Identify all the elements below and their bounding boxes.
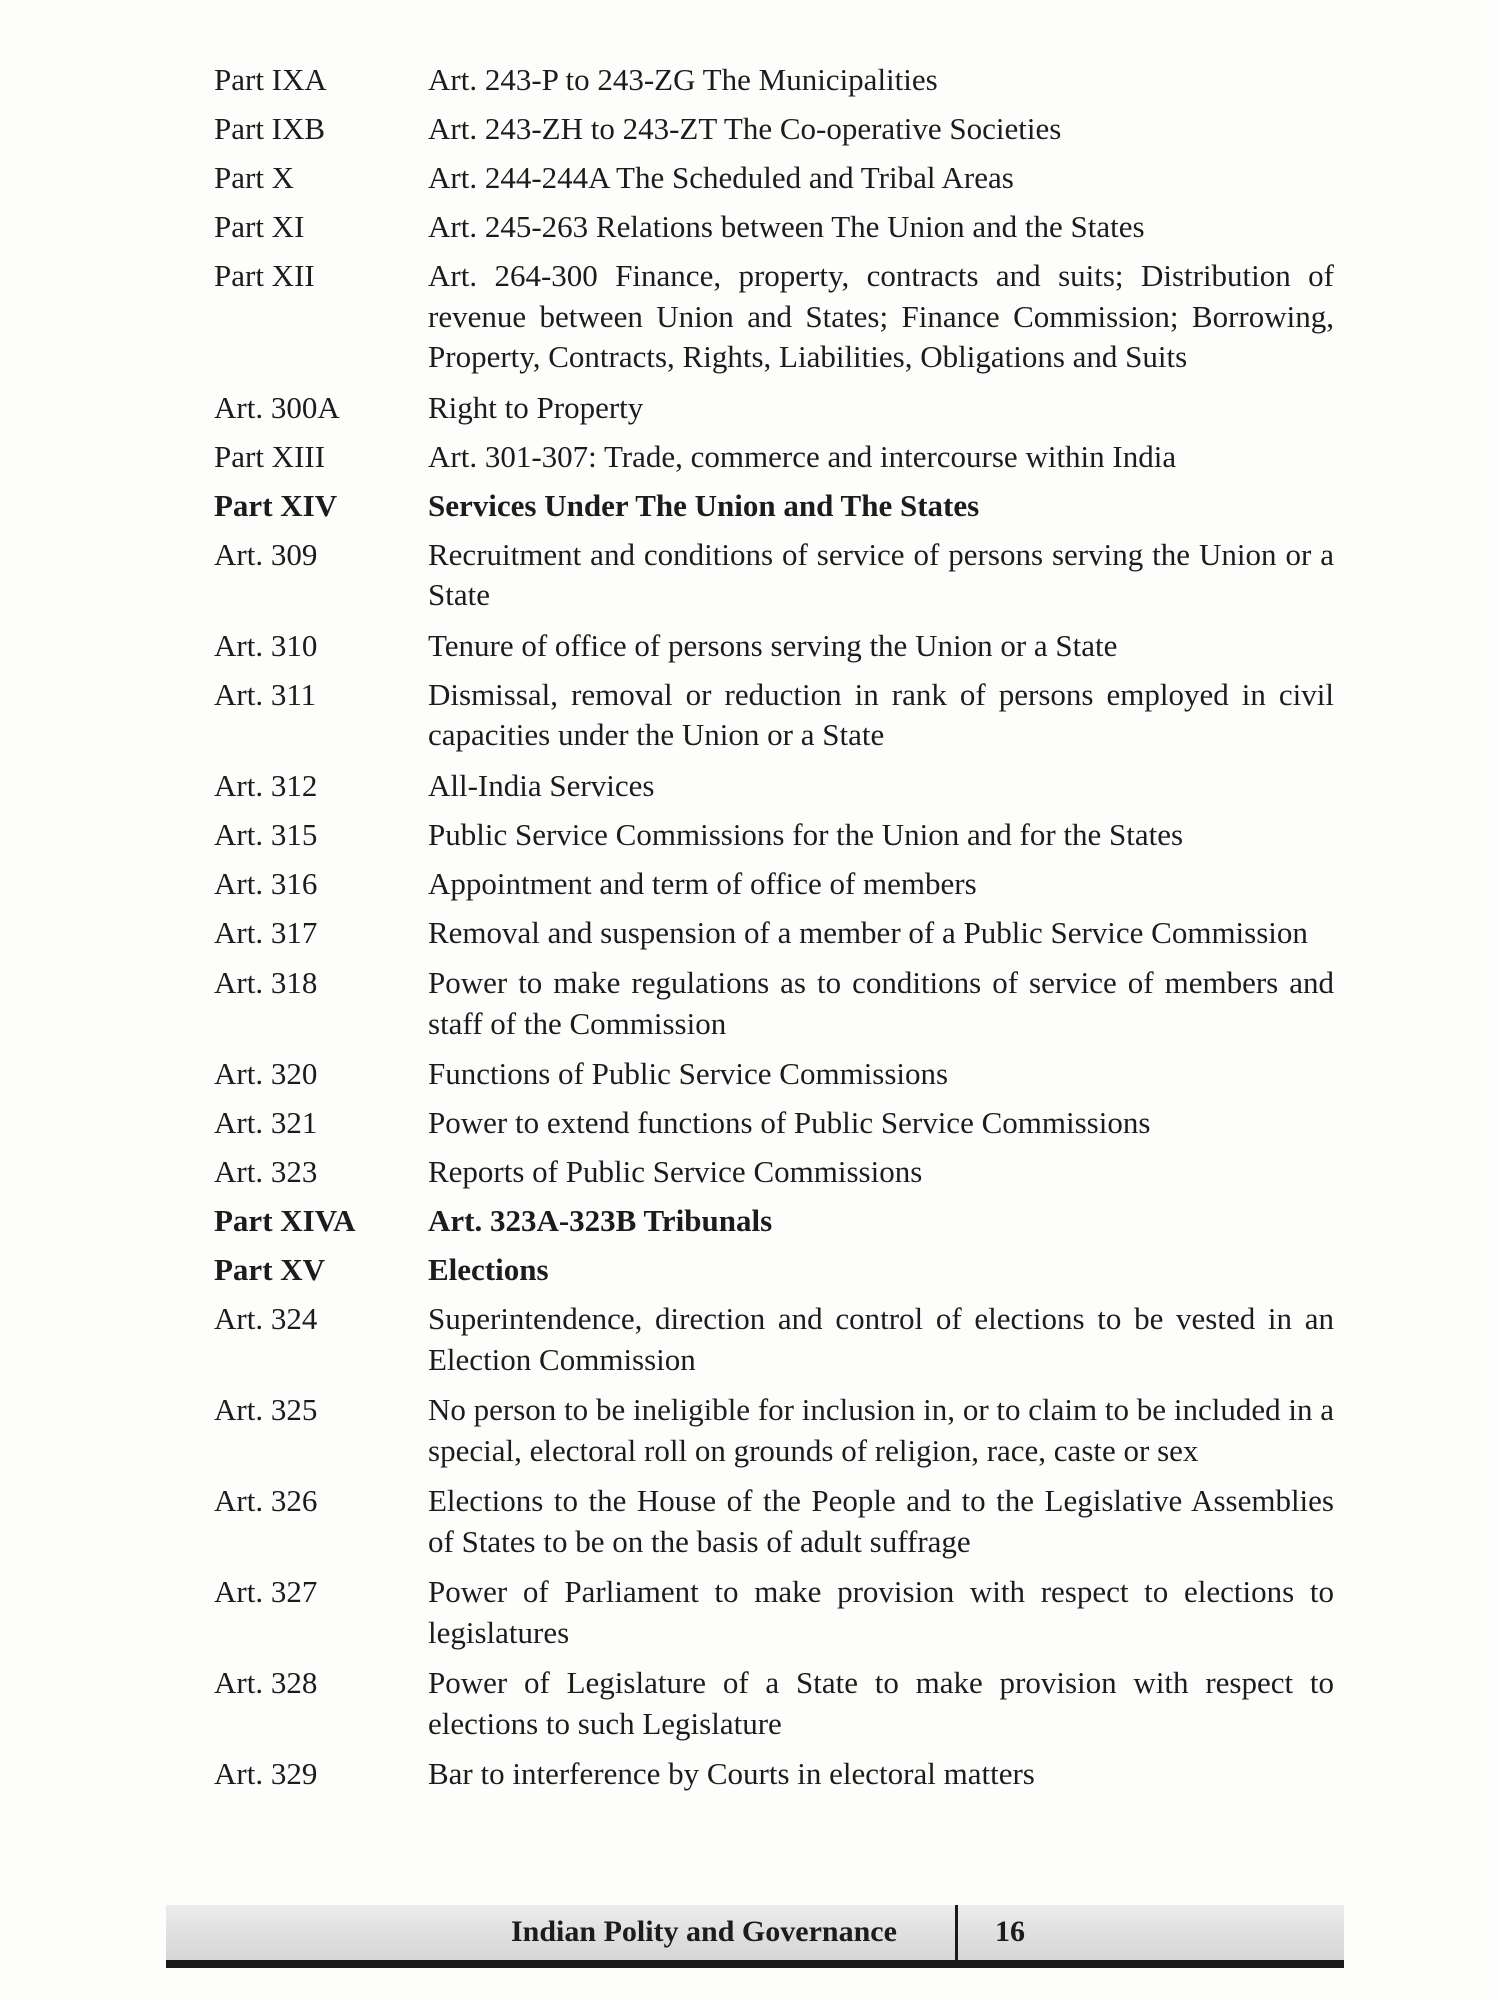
entry-description: Art. 245-263 Relations between The Union and the States xyxy=(428,209,1145,244)
entry-reference: Part XV xyxy=(214,1252,326,1287)
entry-reference: Art. 311 xyxy=(214,676,317,712)
entry-reference: Art. 323 xyxy=(214,1154,318,1189)
entry-description: Superintendence, direction and control of elections to be vested in an Election Commission xyxy=(428,1301,1334,1377)
entry-description: Elections xyxy=(428,1252,549,1287)
entry-description: Art. 244-244A The Scheduled and Tribal Areas xyxy=(428,160,1014,195)
article-entry-row xyxy=(214,1390,1334,1481)
entry-description: Power to make regulations as to conditions of service of members and staff of the Commission xyxy=(428,965,1334,1041)
footer-divider xyxy=(955,1905,958,1960)
article-entry-row xyxy=(214,1754,1334,1803)
article-entry-row xyxy=(214,60,1334,109)
entry-reference: Part XIII xyxy=(214,438,326,474)
page-footer xyxy=(166,1905,1344,1968)
article-entry-row xyxy=(214,1103,1334,1152)
entry-description: Dismissal, removal or reduction in rank of persons employed in civil capacities under the Union or a State xyxy=(428,676,1334,752)
article-entry-row xyxy=(214,256,1334,388)
entry-reference: Part IXA xyxy=(214,62,327,97)
entry-description: Bar to interference by Courts in electoral matters xyxy=(428,1756,1035,1791)
entry-description: Art. 323A-323B Tribunals xyxy=(428,1203,773,1238)
article-entry-row xyxy=(214,864,1334,913)
article-entry-row xyxy=(214,535,1334,626)
entry-reference: Part XIVA xyxy=(214,1203,356,1238)
entry-description: Art. 243-P to 243-ZG The Municipalities xyxy=(428,62,938,97)
entry-reference: Part X xyxy=(214,160,295,195)
entry-description: Power of Parliament to make provision with respect to elections to legislatures xyxy=(428,1574,1334,1650)
article-entry-row xyxy=(214,766,1334,815)
entry-reference: Art. 328 xyxy=(214,1665,318,1700)
section-heading-row xyxy=(214,486,1334,535)
entry-reference: Art. 321 xyxy=(214,1105,318,1140)
entry-reference: Part XII xyxy=(214,258,315,293)
entry-description: Right to Property xyxy=(428,389,644,425)
entry-description: Removal and suspension of a member of a Public Service Commission xyxy=(428,914,1308,950)
section-heading-row xyxy=(214,1201,1334,1250)
entry-description: Tenure of office of persons serving the Union or a State xyxy=(428,627,1118,663)
entry-description: Functions of Public Service Commissions xyxy=(428,1056,949,1091)
entry-description: Art. 243-ZH to 243-ZT The Co-operative Societies xyxy=(428,111,1062,146)
article-entry-row xyxy=(214,1152,1334,1201)
section-heading-row xyxy=(214,1250,1334,1299)
article-entry-row xyxy=(214,437,1334,486)
article-entry-row xyxy=(214,675,1334,766)
page-number: 16 xyxy=(995,1915,1025,1948)
entry-description: Power to extend functions of Public Service Commissions xyxy=(428,1105,1151,1140)
entry-reference: Art. 329 xyxy=(214,1756,318,1791)
entry-reference: Art. 315 xyxy=(214,816,318,852)
entry-description: Appointment and term of office of members xyxy=(428,865,977,901)
entry-reference: Art. 316 xyxy=(214,865,318,901)
entry-description: Art. 301-307: Trade, commerce and intercourse within India xyxy=(428,438,1177,474)
entry-description: No person to be ineligible for inclusion in, or to claim to be included in a special, electoral roll on grounds of religion, race, caste or sex xyxy=(428,1392,1334,1468)
entry-reference: Art. 324 xyxy=(214,1301,318,1336)
entry-reference: Art. 327 xyxy=(214,1574,318,1609)
entry-description: Recruitment and conditions of service of persons serving the Union or a State xyxy=(428,536,1334,612)
entry-description: Power of Legislature of a State to make provision with respect to elections to such Legislature xyxy=(428,1665,1334,1741)
article-entry-row xyxy=(214,109,1334,158)
entry-reference: Art. 300A xyxy=(214,389,340,425)
article-entry-row xyxy=(214,963,1334,1054)
entry-reference: Art. 320 xyxy=(214,1056,318,1091)
entry-reference: Part XI xyxy=(214,209,305,244)
entry-description: Services Under The Union and The States xyxy=(428,487,980,523)
article-entry-row xyxy=(214,815,1334,864)
article-entry-row xyxy=(214,1663,1334,1754)
entry-reference: Art. 318 xyxy=(214,965,318,1000)
article-entry-row xyxy=(214,1572,1334,1663)
entry-description: Reports of Public Service Commissions xyxy=(428,1154,923,1189)
entry-description: Art. 264-300 Finance, property, contracts and suits; Distribution of revenue between Union and States; Finance Commission; Borrowing, Property, Contracts, Rights, Liabilities, Obligations and Suits xyxy=(428,258,1334,374)
book-title: Indian Polity and Governance xyxy=(511,1915,897,1948)
article-entry-row xyxy=(214,158,1334,207)
article-index-list xyxy=(214,60,1334,1803)
entry-reference: Art. 326 xyxy=(214,1483,318,1518)
entry-description: All-India Services xyxy=(428,767,655,803)
article-entry-row xyxy=(214,626,1334,675)
article-entry-row xyxy=(214,1481,1334,1572)
entry-description: Elections to the House of the People and to the Legislative Assemblies of States to be on the basis of adult suffrage xyxy=(428,1483,1334,1559)
article-entry-row xyxy=(214,388,1334,437)
article-entry-row xyxy=(214,1299,1334,1390)
article-entry-row xyxy=(214,207,1334,256)
entry-description: Public Service Commissions for the Union and for the States xyxy=(428,816,1184,852)
entry-reference: Art. 312 xyxy=(214,767,318,803)
entry-reference: Part XIV xyxy=(214,487,338,523)
article-entry-row xyxy=(214,913,1334,964)
entry-reference: Part IXB xyxy=(214,111,326,146)
entry-reference: Art. 317 xyxy=(214,914,318,950)
article-entry-row xyxy=(214,1054,1334,1103)
entry-reference: Art. 310 xyxy=(214,627,318,663)
entry-reference: Art. 309 xyxy=(214,536,318,572)
entry-reference: Art. 325 xyxy=(214,1392,318,1427)
